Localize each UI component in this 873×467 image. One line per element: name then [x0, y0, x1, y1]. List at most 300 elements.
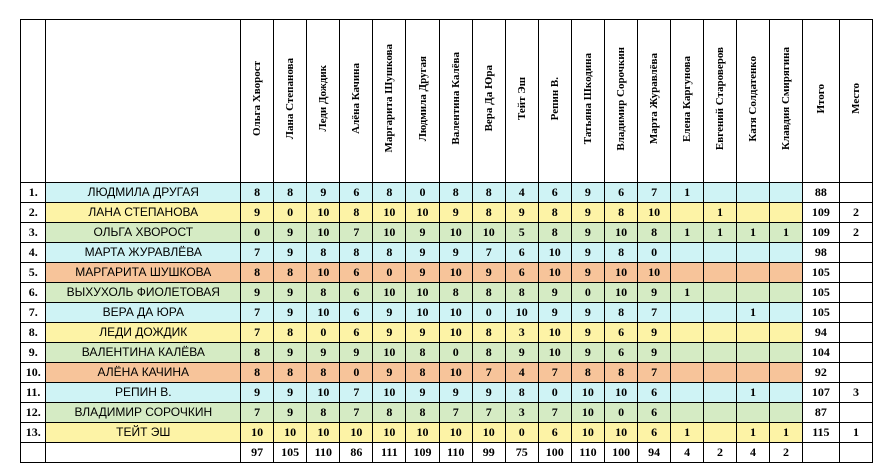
score-cell: 10: [406, 303, 439, 323]
judge-name: Тейт Эш: [515, 76, 528, 121]
score-cell: 0: [340, 363, 373, 383]
score-cell: 1: [769, 423, 802, 443]
row-number: 3.: [21, 223, 46, 243]
score-cell: 8: [406, 403, 439, 423]
score-cell: 7: [241, 323, 274, 343]
table-row: [21, 203, 873, 223]
score-cell: 10: [373, 343, 406, 363]
score-cell: 10: [638, 263, 671, 283]
score-cell: 8: [472, 343, 505, 363]
judge-header: [769, 20, 802, 183]
score-cell: 6: [505, 263, 538, 283]
score-cell: 10: [638, 203, 671, 223]
row-number: 2.: [21, 203, 46, 223]
participant-name: МАРГАРИТА ШУШКОВА: [46, 263, 241, 283]
table-row: [21, 303, 873, 323]
score-cell: 8: [472, 283, 505, 303]
total-cell: 115: [802, 423, 839, 443]
score-cell: 10: [538, 243, 571, 263]
score-cell: 10: [406, 423, 439, 443]
participant-name: ТЕЙТ ЭШ: [46, 423, 241, 443]
total-cell: 104: [802, 343, 839, 363]
column-total-cell: 2: [769, 443, 802, 463]
totals-place-cell: [839, 443, 872, 463]
score-cell: [704, 363, 737, 383]
column-total-cell: 86: [340, 443, 373, 463]
score-cell: 10: [538, 323, 571, 343]
score-cell: 1: [704, 223, 737, 243]
score-cell: 1: [737, 423, 770, 443]
score-cell: [769, 283, 802, 303]
score-cell: 9: [472, 383, 505, 403]
score-cell: 9: [538, 303, 571, 323]
score-cell: [671, 263, 704, 283]
score-cell: 10: [472, 223, 505, 243]
score-cell: 8: [373, 183, 406, 203]
score-cell: [671, 383, 704, 403]
score-cell: [737, 203, 770, 223]
score-cell: 0: [472, 303, 505, 323]
score-cell: 10: [307, 223, 340, 243]
score-cell: 9: [439, 243, 472, 263]
score-cell: 10: [373, 223, 406, 243]
score-cell: [737, 363, 770, 383]
score-cell: 8: [538, 223, 571, 243]
score-cell: [769, 363, 802, 383]
column-total-cell: 97: [241, 443, 274, 463]
row-number: 11.: [21, 383, 46, 403]
participant-name: ЛЮДМИЛА ДРУГАЯ: [46, 183, 241, 203]
score-cell: 9: [373, 303, 406, 323]
score-cell: [737, 283, 770, 303]
score-cell: 10: [307, 203, 340, 223]
score-cell: 7: [538, 363, 571, 383]
score-cell: 7: [241, 243, 274, 263]
score-cell: 8: [604, 363, 637, 383]
score-cell: [704, 303, 737, 323]
place-cell: [839, 343, 872, 363]
participant-name: ЛАНА СТЕПАНОВА: [46, 203, 241, 223]
header-row: [21, 20, 873, 183]
place-cell: [839, 363, 872, 383]
score-cell: 9: [241, 203, 274, 223]
score-cell: [671, 243, 704, 263]
score-cell: 7: [638, 303, 671, 323]
score-cell: [671, 203, 704, 223]
score-cell: 8: [307, 283, 340, 303]
table-row: [21, 283, 873, 303]
score-cell: 0: [373, 263, 406, 283]
score-cell: 8: [505, 283, 538, 303]
score-cell: 0: [241, 223, 274, 243]
judge-name: Маргарита Шушкова: [383, 44, 396, 153]
judge-name: Ольга Хворост: [251, 60, 264, 136]
score-cell: 10: [604, 423, 637, 443]
column-totals-row: [21, 443, 873, 463]
score-cell: [769, 383, 802, 403]
score-cell: 6: [340, 283, 373, 303]
judge-header: [472, 20, 505, 183]
participant-name: ВЫХУХОЛЬ ФИОЛЕТОВАЯ: [46, 283, 241, 303]
score-cell: [769, 303, 802, 323]
place-header: [839, 20, 872, 183]
score-cell: [704, 383, 737, 403]
score-cell: 8: [472, 323, 505, 343]
judge-header: [274, 20, 307, 183]
judge-header: [737, 20, 770, 183]
score-cell: 9: [340, 343, 373, 363]
score-cell: 6: [604, 323, 637, 343]
judge-header: [604, 20, 637, 183]
score-cell: 8: [538, 203, 571, 223]
place-cell: [839, 263, 872, 283]
score-cell: 1: [671, 423, 704, 443]
column-total-cell: 2: [704, 443, 737, 463]
score-cell: 7: [638, 183, 671, 203]
score-cell: 9: [439, 383, 472, 403]
score-cell: 10: [340, 423, 373, 443]
score-cell: 3: [505, 323, 538, 343]
score-cell: 0: [571, 283, 604, 303]
participant-name: АЛЁНА КАЧИНА: [46, 363, 241, 383]
score-cell: 10: [472, 423, 505, 443]
participant-name: ВЛАДИМИР СОРОЧКИН: [46, 403, 241, 423]
column-total-cell: 100: [604, 443, 637, 463]
score-cell: 8: [571, 363, 604, 383]
score-cell: 8: [604, 243, 637, 263]
score-cell: 8: [274, 183, 307, 203]
score-cell: 10: [571, 423, 604, 443]
participant-name: РЕПИН В.: [46, 383, 241, 403]
score-cell: 6: [340, 323, 373, 343]
participant-name: ВЕРА ДА ЮРА: [46, 303, 241, 323]
judge-name: Клавдия Смирягина: [779, 47, 792, 150]
judge-name: Марта Журавлёва: [648, 52, 661, 145]
score-cell: 9: [274, 243, 307, 263]
score-cell: 9: [241, 283, 274, 303]
score-cell: 4: [505, 183, 538, 203]
score-cell: 6: [340, 183, 373, 203]
score-cell: 10: [604, 383, 637, 403]
score-cell: [769, 343, 802, 363]
score-cell: [704, 343, 737, 363]
judge-header: [406, 20, 439, 183]
column-total-cell: 75: [505, 443, 538, 463]
score-cell: 8: [241, 183, 274, 203]
score-cell: 0: [604, 403, 637, 423]
score-cell: 9: [571, 263, 604, 283]
score-cell: 7: [340, 383, 373, 403]
place-cell: 3: [839, 383, 872, 403]
score-cell: 6: [638, 383, 671, 403]
score-cell: 6: [638, 403, 671, 423]
total-cell: 105: [802, 303, 839, 323]
header-name-cell: [46, 20, 241, 183]
score-cell: 6: [538, 183, 571, 203]
score-cell: 9: [274, 403, 307, 423]
participant-name: ОЛЬГА ХВОРОСТ: [46, 223, 241, 243]
score-cell: 0: [439, 343, 472, 363]
column-total-cell: 105: [274, 443, 307, 463]
score-cell: 10: [439, 263, 472, 283]
score-cell: 8: [340, 243, 373, 263]
score-cell: 9: [406, 223, 439, 243]
column-total-cell: 99: [472, 443, 505, 463]
column-total-cell: 109: [406, 443, 439, 463]
score-cell: [671, 303, 704, 323]
score-cell: [737, 243, 770, 263]
score-cell: 0: [406, 183, 439, 203]
score-cell: 8: [373, 403, 406, 423]
table-row: [21, 403, 873, 423]
score-cell: 9: [406, 263, 439, 283]
score-cell: 7: [538, 403, 571, 423]
score-cell: 10: [406, 203, 439, 223]
participant-name: ЛЕДИ ДОЖДИК: [46, 323, 241, 343]
column-total-cell: 110: [307, 443, 340, 463]
score-cell: 10: [241, 423, 274, 443]
score-cell: 9: [274, 343, 307, 363]
score-cell: 10: [274, 423, 307, 443]
score-cell: 9: [307, 183, 340, 203]
column-total-cell: 4: [671, 443, 704, 463]
judge-name: Елена Каргунова: [681, 55, 694, 142]
table-row: [21, 223, 873, 243]
judge-name: Лана Степанова: [284, 57, 297, 140]
score-cell: 10: [505, 303, 538, 323]
score-cell: 6: [340, 263, 373, 283]
score-cell: 8: [241, 343, 274, 363]
judge-header: [704, 20, 737, 183]
table-row: [21, 323, 873, 343]
score-cell: 8: [406, 363, 439, 383]
place-cell: [839, 183, 872, 203]
table-body: [21, 183, 873, 463]
judge-header: [241, 20, 274, 183]
score-cell: 9: [241, 383, 274, 403]
score-cell: 0: [307, 323, 340, 343]
judge-name: Алёна Качина: [350, 63, 363, 134]
score-cell: 8: [307, 243, 340, 263]
score-cell: 6: [538, 423, 571, 443]
score-cell: [704, 283, 737, 303]
score-cell: 9: [373, 323, 406, 343]
score-cell: 8: [439, 283, 472, 303]
score-cell: 10: [538, 343, 571, 363]
score-cell: 4: [505, 363, 538, 383]
score-cell: 7: [241, 403, 274, 423]
judge-name: Татьяна Шкодина: [581, 52, 594, 145]
score-cell: 8: [638, 223, 671, 243]
score-cell: 8: [241, 363, 274, 383]
score-cell: 1: [737, 223, 770, 243]
score-cell: 8: [604, 203, 637, 223]
score-cell: 9: [571, 203, 604, 223]
score-cell: [704, 323, 737, 343]
score-cell: 10: [439, 323, 472, 343]
place-cell: [839, 323, 872, 343]
row-number: 6.: [21, 283, 46, 303]
score-cell: [769, 403, 802, 423]
score-cell: 1: [671, 223, 704, 243]
score-cell: [737, 263, 770, 283]
score-cell: 9: [505, 343, 538, 363]
table-row: [21, 363, 873, 383]
total-cell: 94: [802, 323, 839, 343]
judge-header: [538, 20, 571, 183]
score-cell: 1: [671, 183, 704, 203]
score-cell: [704, 243, 737, 263]
score-cell: [737, 403, 770, 423]
judge-header: [638, 20, 671, 183]
score-cell: 9: [274, 383, 307, 403]
judge-name: Владимир Сорочкин: [615, 46, 628, 151]
score-cell: 0: [538, 383, 571, 403]
total-cell: 107: [802, 383, 839, 403]
score-cell: 7: [638, 363, 671, 383]
score-cell: [671, 363, 704, 383]
row-number: 10.: [21, 363, 46, 383]
score-cell: [769, 263, 802, 283]
total-cell: 87: [802, 403, 839, 423]
score-cell: [704, 183, 737, 203]
place-cell: 2: [839, 223, 872, 243]
score-cell: 9: [472, 263, 505, 283]
score-cell: 9: [274, 223, 307, 243]
score-cell: 8: [472, 203, 505, 223]
score-cell: [737, 183, 770, 203]
score-cell: 9: [571, 343, 604, 363]
total-cell: 98: [802, 243, 839, 263]
score-cell: 8: [274, 323, 307, 343]
score-cell: 10: [571, 383, 604, 403]
row-number: 5.: [21, 263, 46, 283]
score-cell: 8: [307, 403, 340, 423]
score-cell: 8: [274, 263, 307, 283]
column-total-cell: 110: [439, 443, 472, 463]
judge-header: [671, 20, 704, 183]
score-cell: [769, 203, 802, 223]
score-cell: 10: [373, 283, 406, 303]
score-cell: 7: [472, 243, 505, 263]
table-row: [21, 343, 873, 363]
score-cell: 10: [439, 223, 472, 243]
row-number: 4.: [21, 243, 46, 263]
score-cell: 1: [737, 303, 770, 323]
score-cell: 1: [671, 283, 704, 303]
score-cell: 10: [307, 303, 340, 323]
score-cell: 9: [406, 323, 439, 343]
score-cell: 8: [241, 263, 274, 283]
score-cell: 9: [638, 283, 671, 303]
judge-header: [373, 20, 406, 183]
score-cell: 9: [406, 383, 439, 403]
totals-num-cell: [21, 443, 46, 463]
judge-header: [571, 20, 604, 183]
score-cell: 10: [307, 423, 340, 443]
judge-name: Катя Солдатенко: [746, 55, 759, 142]
column-total-cell: 94: [638, 443, 671, 463]
score-cell: 1: [737, 383, 770, 403]
total-cell: 105: [802, 263, 839, 283]
place-header-label: Место: [849, 83, 862, 114]
score-cell: 10: [307, 263, 340, 283]
score-cell: 9: [274, 283, 307, 303]
total-cell: 92: [802, 363, 839, 383]
score-cell: 9: [638, 343, 671, 363]
place-cell: [839, 403, 872, 423]
row-number: 9.: [21, 343, 46, 363]
score-cell: 8: [406, 343, 439, 363]
score-cell: 9: [638, 323, 671, 343]
judge-name: Евгений Староверов: [714, 46, 727, 151]
score-cell: 9: [571, 223, 604, 243]
score-cell: 9: [373, 363, 406, 383]
judge-header: [439, 20, 472, 183]
score-cell: 7: [340, 223, 373, 243]
header-num-cell: [21, 20, 46, 183]
column-total-cell: 4: [737, 443, 770, 463]
totals-name-cell: [46, 443, 241, 463]
column-total-cell: 110: [571, 443, 604, 463]
score-cell: 10: [439, 423, 472, 443]
score-cell: [704, 423, 737, 443]
score-cell: 9: [571, 303, 604, 323]
score-cell: [671, 403, 704, 423]
table-row: [21, 263, 873, 283]
score-cell: [704, 263, 737, 283]
score-cell: [737, 323, 770, 343]
score-cell: [769, 243, 802, 263]
score-cell: 1: [769, 223, 802, 243]
column-total-cell: 100: [538, 443, 571, 463]
score-cell: 9: [538, 283, 571, 303]
score-cell: 6: [340, 303, 373, 323]
score-cell: [671, 343, 704, 363]
judge-name: Людмила Другая: [416, 55, 429, 142]
score-cell: 6: [604, 183, 637, 203]
score-cell: 9: [307, 343, 340, 363]
judge-header: [307, 20, 340, 183]
score-cell: 7: [439, 403, 472, 423]
total-header: [802, 20, 839, 183]
judge-header: [340, 20, 373, 183]
score-cell: 10: [406, 283, 439, 303]
score-cell: 9: [439, 203, 472, 223]
score-cell: 8: [373, 243, 406, 263]
score-cell: 10: [604, 283, 637, 303]
score-cell: 10: [307, 383, 340, 403]
place-cell: [839, 283, 872, 303]
totals-total-cell: [802, 443, 839, 463]
score-cell: 10: [538, 263, 571, 283]
score-cell: 9: [571, 183, 604, 203]
score-cell: 7: [472, 363, 505, 383]
judge-name: Валентина Калёва: [449, 52, 462, 145]
score-cell: 8: [439, 183, 472, 203]
row-number: 1.: [21, 183, 46, 203]
score-cell: 8: [505, 383, 538, 403]
score-table: [20, 19, 873, 463]
score-cell: 9: [505, 203, 538, 223]
score-cell: 9: [274, 303, 307, 323]
score-cell: 0: [505, 423, 538, 443]
judge-name: Вера Да Юра: [482, 65, 495, 132]
score-cell: 7: [472, 403, 505, 423]
score-cell: 9: [406, 243, 439, 263]
score-cell: 8: [604, 303, 637, 323]
place-cell: [839, 243, 872, 263]
